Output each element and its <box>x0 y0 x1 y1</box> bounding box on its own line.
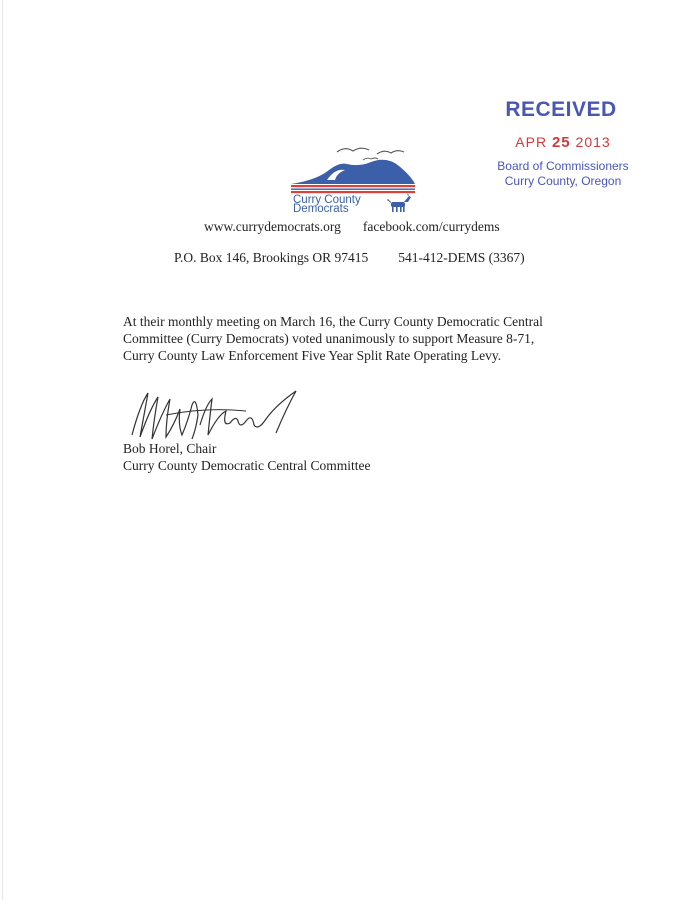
wave-icon <box>291 160 415 184</box>
page-edge <box>2 0 3 900</box>
stamp-title: RECEIVED <box>505 98 617 121</box>
website-link: www.currydemocrats.org <box>204 219 341 234</box>
logo-graphic <box>287 140 417 220</box>
stamp-date-year: 2013 <box>575 134 611 150</box>
letter-body <box>123 313 593 364</box>
bird-icon <box>337 148 369 152</box>
body-line: Curry County Law Enforcement Five Year Split Rate Operating Levy. <box>123 348 502 363</box>
logo-text-line1: Curry County <box>293 194 361 206</box>
bird-icon <box>363 158 378 160</box>
stamp-date <box>488 134 638 151</box>
body-line: Committee (Curry Democrats) voted unanimously to support Measure 8-71, <box>123 331 535 346</box>
stripe-red <box>291 185 415 187</box>
body-line: At their monthly meeting on March 16, the Curry County Democratic Central <box>123 314 543 329</box>
stripe-red <box>291 191 415 193</box>
web-contact-line <box>204 219 500 235</box>
facebook-link: facebook.com/currydems <box>362 219 500 234</box>
stripe-blue <box>291 189 415 190</box>
signer-name: Bob Horel, Chair <box>123 441 217 456</box>
postal-address: P.O. Box 146, Brookings OR 97415 <box>174 250 369 265</box>
bird-icon <box>377 151 404 154</box>
stamp-date-month: APR <box>515 134 548 150</box>
curry-democrats-logo <box>287 140 417 220</box>
address-contact-line <box>174 250 525 266</box>
stamp-line-county: Curry County, Oregon <box>504 174 622 188</box>
logo-text-line2: Democrats <box>293 203 349 215</box>
phone-number: 541-412-DEMS (3367) <box>398 250 525 265</box>
stamp-line-board: Board of Commissioners <box>497 159 629 173</box>
received-stamp <box>488 98 638 189</box>
signer-block <box>123 440 370 474</box>
signer-organization: Curry County Democratic Central Committee <box>123 458 371 473</box>
stamp-date-day: 25 <box>551 134 571 151</box>
donkey-icon <box>387 193 411 212</box>
